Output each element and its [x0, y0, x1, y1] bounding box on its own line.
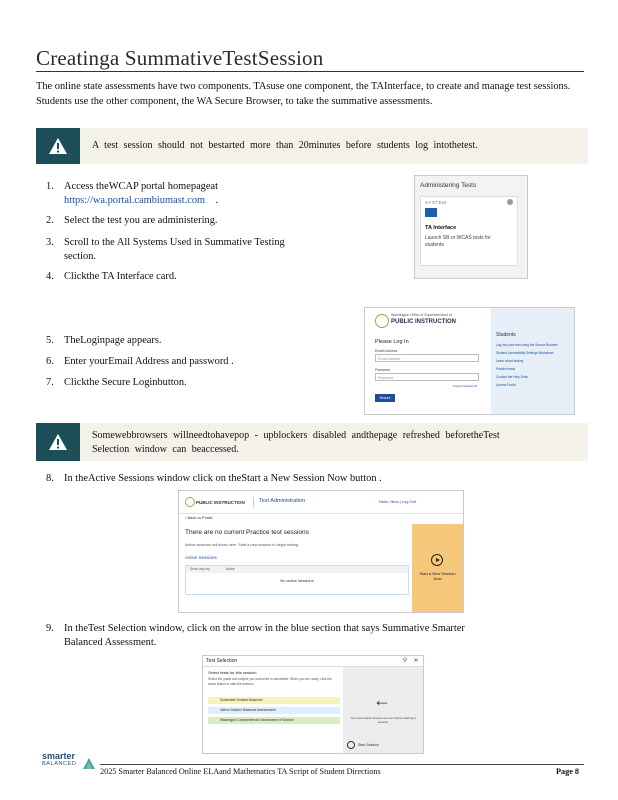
- footer-text: 2025 Smarter Balanced Online ELAand Mathematics TA Script of Student Directions: [100, 767, 381, 776]
- warning-icon-box: [36, 423, 80, 461]
- section-title: Active Sessions: [185, 555, 217, 560]
- start-session-panel[interactable]: [412, 524, 463, 612]
- warning-note-1-text: A test session should not bestarted more than 20minutes before students log intothetest.: [92, 140, 478, 151]
- students-side-panel: [491, 308, 574, 414]
- sessions-sub: Active sessions will show here. Start a new session to begin testing.: [185, 543, 300, 547]
- selection-title: Test Selection: [206, 658, 238, 664]
- side-item[interactable]: Learn about testing: [496, 359, 524, 363]
- step-8: [46, 472, 566, 486]
- selection-desc: Select the grade and subject you would like to administer. When you are ready, click the arrow button to start the session.: [208, 677, 332, 686]
- password-field[interactable]: Password: [375, 373, 479, 381]
- step-number: 2.: [46, 215, 54, 226]
- footer-rule: [100, 764, 584, 765]
- side-item[interactable]: Contact the Help Desk: [496, 375, 528, 379]
- test-selection-screenshot: [202, 655, 424, 754]
- warning-icon: [48, 433, 68, 451]
- page-title: Creatinga SummativeTestSession: [36, 46, 324, 70]
- step-text: Scroll to the All Systems Used in Summative Testing: [64, 237, 285, 248]
- title-rule: [36, 71, 584, 72]
- close-icon[interactable]: ✕: [413, 658, 419, 664]
- page-number: Page 8: [556, 767, 579, 776]
- arrow-panel-text: You must select at least one test before starting a session: [350, 716, 416, 724]
- ta-app-icon: [425, 208, 437, 217]
- step-number: 6.: [46, 356, 54, 367]
- step-number: 3.: [46, 237, 54, 248]
- side-title: Students: [496, 332, 516, 338]
- ospi-seal-icon: [375, 314, 389, 328]
- login-page-screenshot: [364, 307, 575, 415]
- step-number: 9.: [46, 623, 54, 634]
- side-item[interactable]: Log into your test using the Secure Browser: [496, 343, 558, 347]
- step-number: 8.: [46, 473, 54, 484]
- back-to-portal[interactable]: ‹ Back to Portal: [185, 515, 213, 520]
- step-text: Enter yourEmail Address and password .: [64, 356, 234, 367]
- selection-heading: Select tests for this session: [208, 670, 257, 675]
- login-heading: Please Log In: [375, 339, 409, 345]
- warning-note-2: [36, 423, 588, 461]
- filter-option[interactable]: Active: [226, 567, 235, 571]
- sessions-table: [185, 565, 409, 595]
- step-number: 1.: [46, 181, 54, 192]
- secure-login-button[interactable]: Secure Login: [375, 394, 395, 402]
- arrow-left-icon[interactable]: ←: [373, 690, 391, 710]
- forgot-password-link[interactable]: Forgot Password?: [453, 384, 478, 388]
- step-6: [46, 355, 346, 369]
- warning-note-2-text: [92, 429, 572, 457]
- user-menu[interactable]: Hello, Nina | Log Out: [379, 499, 417, 504]
- logo-triangle-icon: [83, 758, 95, 770]
- intro-paragraph: The online state assessments have two components. TAsuse one component, the TAInterface, to create and manage test sessions. Students use the other component, the WA Secure Browser, to take the summative assessments.: [36, 81, 571, 107]
- ta-interface-card[interactable]: [420, 196, 518, 266]
- portal-link[interactable]: https://wa.portal.cambiumast.com: [64, 195, 206, 206]
- card-header: Administering Tests: [420, 182, 477, 189]
- start-session-label[interactable]: Start Session: [358, 743, 379, 747]
- step-3: [46, 236, 346, 264]
- test-row[interactable]: Summative Smarter Balanced: [208, 697, 340, 704]
- step-text: Access theWCAP portal homepageat: [64, 181, 218, 192]
- test-row[interactable]: Washington Comprehensive Assessment of Science: [208, 717, 340, 724]
- email-field[interactable]: Email Address: [375, 354, 479, 362]
- step-text-cont: Balanced Assessment.: [64, 637, 157, 648]
- app-header: [179, 491, 463, 514]
- logo-bottom: BALANCED: [42, 761, 77, 767]
- step-text-cont: section.: [64, 251, 97, 262]
- step-9: [46, 622, 566, 650]
- warning-icon-box: [36, 128, 80, 164]
- start-icon[interactable]: [347, 741, 355, 749]
- login-panel: [365, 308, 491, 414]
- step-text: In theActive Sessions window click on theStart a New Session Now button .: [64, 473, 382, 484]
- start-session-button[interactable]: Start a New Session Now: [419, 571, 456, 581]
- side-item[interactable]: Practice tests: [496, 367, 516, 371]
- logo-top: smarter: [42, 751, 76, 761]
- step-text: TheLoginpage appears.: [64, 335, 162, 346]
- step-7: [46, 376, 346, 390]
- step-number: 5.: [46, 335, 54, 346]
- step-number: 7.: [46, 377, 54, 388]
- back-label: Back to Portal: [187, 515, 213, 520]
- arrow-panel[interactable]: [343, 667, 423, 753]
- card-description: Launch SB or WCAS tests for students: [425, 235, 491, 248]
- card-name: TA Interface: [425, 225, 457, 231]
- org-name: PUBLIC INSTRUCTION: [391, 319, 456, 325]
- step-1: [46, 180, 346, 208]
- org-small: Washington Office of Superintendent of: [391, 313, 452, 317]
- step-4: [46, 270, 346, 284]
- note-line: Selection window can beaccessed.: [92, 444, 239, 455]
- card-close-icon[interactable]: [507, 199, 513, 205]
- step-tail: .: [215, 195, 219, 206]
- play-icon[interactable]: [431, 554, 443, 566]
- password-label: Password: [375, 368, 391, 372]
- side-item[interactable]: Access Portal: [496, 383, 516, 387]
- filter-option[interactable]: Show only my: [190, 567, 210, 571]
- email-label: Email Address: [375, 349, 398, 353]
- step-text: Clickthe Secure Loginbutton.: [64, 377, 187, 388]
- side-list: [496, 341, 572, 389]
- smarter-balanced-logo: [42, 752, 76, 768]
- header-divider: [253, 497, 254, 507]
- step-text: Select the test you are administering.: [64, 215, 218, 226]
- step-2: [46, 214, 346, 228]
- app-name: Test Administration: [259, 498, 306, 504]
- test-row[interactable]: Interim Smarter Balanced Assessments: [208, 707, 340, 714]
- org-name: PUBLIC INSTRUCTION: [196, 500, 245, 505]
- empty-message: No active sessions: [280, 578, 314, 583]
- step-text: In theTest Selection window, click on the arrow in the blue section that says Summative Smarter: [64, 623, 465, 634]
- ospi-seal-icon: [185, 497, 195, 507]
- warning-note-1: [36, 128, 588, 164]
- warning-icon: [48, 137, 68, 155]
- search-icon[interactable]: ⚲: [402, 658, 408, 664]
- selection-titlebar: [203, 656, 423, 667]
- card-system-label: SYSTEM: [425, 200, 447, 205]
- ta-interface-card-screenshot: [414, 175, 528, 279]
- side-item[interactable]: Student Accessibility Settings Worksheet: [496, 351, 554, 355]
- step-5: [46, 334, 346, 348]
- sessions-headline: There are no current Practice test sessions: [185, 529, 309, 536]
- step-text: Clickthe TA Interface card.: [64, 271, 177, 282]
- note-line: Somewebbrowsers willneedtohavepop - upblockers disabled andthepage refreshed beforetheTest: [92, 430, 500, 441]
- active-sessions-screenshot: [178, 490, 464, 613]
- table-toolbar: [186, 566, 408, 573]
- step-number: 4.: [46, 271, 54, 282]
